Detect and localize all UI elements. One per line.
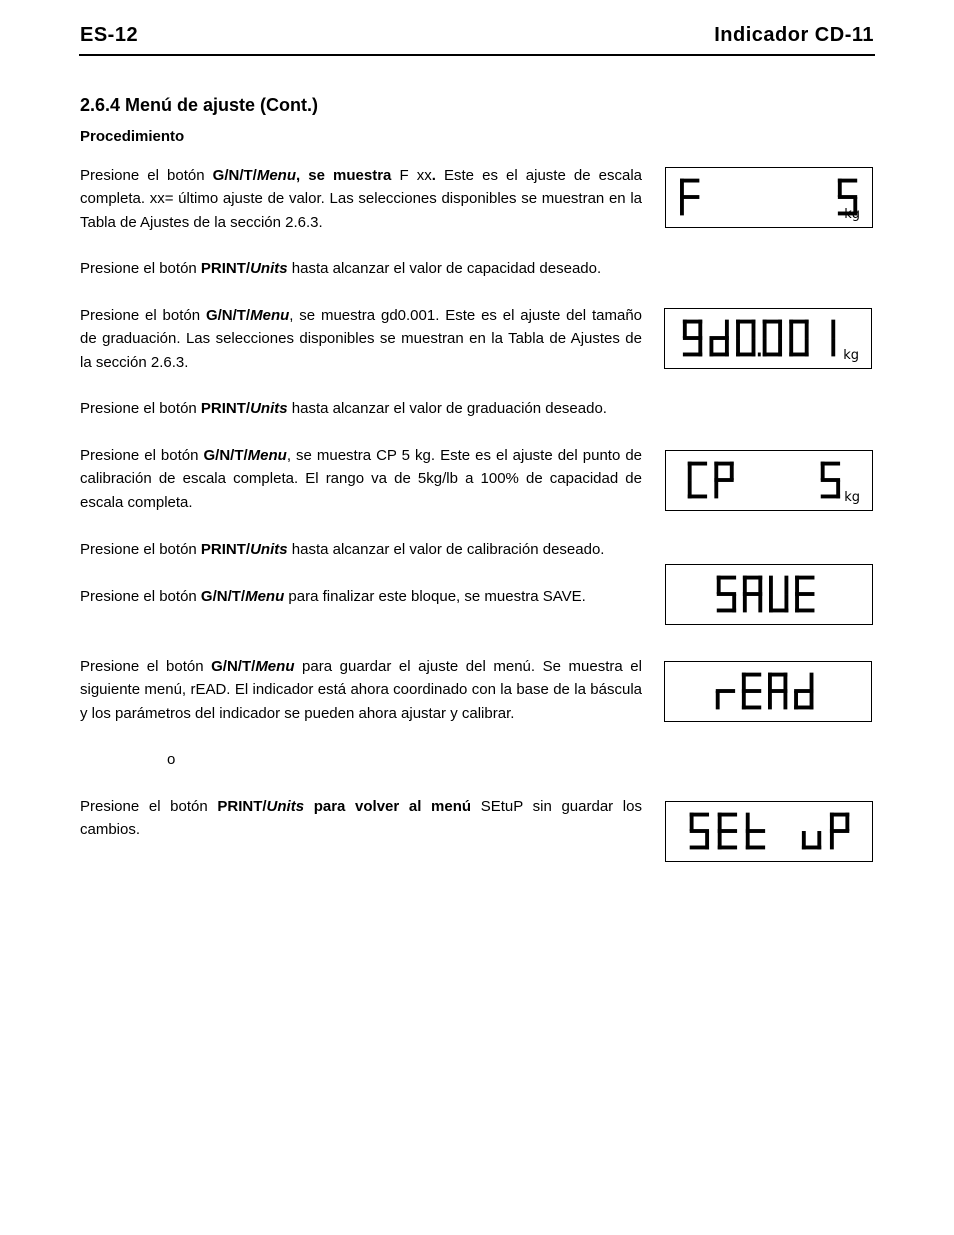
lcd-segment <box>714 462 718 480</box>
lcd-segment <box>758 594 762 612</box>
lcd-decimal-point <box>758 353 761 357</box>
lcd-segment <box>718 813 722 831</box>
lcd-segment <box>718 831 722 849</box>
lcd-segment <box>690 846 709 850</box>
lcd-segment <box>805 320 809 338</box>
lcd-segment <box>769 576 773 594</box>
lcd-segment <box>831 320 835 338</box>
lcd-segment <box>768 691 772 709</box>
lcd-display-graduation <box>664 308 872 369</box>
lcd-segments-setup <box>666 802 872 861</box>
lcd-segment <box>810 673 814 691</box>
lcd-segment <box>794 691 798 709</box>
lcd-segment <box>714 480 718 498</box>
lcd-segment <box>784 576 788 594</box>
lcd-segment <box>709 336 728 340</box>
lcd-segment <box>717 609 736 613</box>
lcd-segment <box>742 691 746 709</box>
lcd-segment <box>789 320 793 338</box>
header-rule <box>79 54 875 56</box>
lcd-segment <box>830 831 834 849</box>
lcd-segment <box>714 478 733 482</box>
lcd-segment <box>688 480 692 498</box>
lcd-segment <box>830 829 849 833</box>
lcd-segment <box>768 673 772 691</box>
section-title: 2.6.4 Menú de ajuste (Cont.) <box>80 95 319 115</box>
lcd-segment <box>716 689 735 693</box>
lcd-segment <box>746 829 765 833</box>
lcd-segment <box>743 592 762 596</box>
lcd-segment <box>716 691 720 709</box>
unit-label: kg <box>843 348 859 363</box>
or-text: o <box>167 751 176 768</box>
lcd-segment <box>789 338 793 356</box>
lcd-segment <box>742 689 761 693</box>
step-paragraph-4: Presione el botón PRINT/Units hasta alcanzar el valor de graduación deseado. <box>80 400 607 417</box>
lcd-segment <box>794 689 813 693</box>
lcd-segment <box>783 673 787 691</box>
lcd-segment <box>730 462 734 480</box>
lcd-display-setup <box>665 801 873 862</box>
lcd-segment <box>680 197 684 215</box>
lcd-segment <box>763 338 767 356</box>
lcd-segment <box>743 576 747 594</box>
lcd-segment <box>736 338 740 356</box>
lcd-segment <box>683 336 702 340</box>
unit-label: kg <box>844 490 860 505</box>
document-title: Indicador CD-11 <box>714 24 874 46</box>
lcd-segment <box>769 594 773 612</box>
lcd-segment <box>742 673 746 691</box>
subsection-title: Procedimiento <box>80 128 185 145</box>
lcd-segment <box>736 320 740 338</box>
lcd-segment <box>795 576 799 594</box>
lcd-segment <box>746 813 750 831</box>
lcd-segment <box>845 813 849 831</box>
lcd-segment <box>838 179 842 197</box>
lcd-segment <box>718 829 737 833</box>
lcd-segments-read <box>665 662 871 721</box>
lcd-segment <box>709 338 713 356</box>
unit-label: kg <box>844 207 860 222</box>
step-paragraph-7: Presione el botón G/N/T/Menu para finalizar este bloque, se muestra SAVE. <box>80 588 586 605</box>
lcd-segment <box>795 592 814 596</box>
step-paragraph-9: Presione el botón PRINT/Units para volver al menú SEtuP sin guardar los cambios. <box>80 798 642 839</box>
step-paragraph-5: Presione el botón G/N/T/Menu, se muestra CP 5 kg. Este es el ajuste del punto de calibración de escala completa. El rango va de 5kg/lb a 100% de capacidad de escala completa. <box>80 447 642 511</box>
step-paragraph-3: Presione el botón G/N/T/Menu, se muestra gd0.001. Este es el ajuste del tamaño de graduación. Las selecciones disponibles se muestran en la Tabla de Ajustes de la sección 2.6.3. <box>80 307 643 371</box>
lcd-segment <box>752 320 756 338</box>
lcd-segment <box>683 320 687 338</box>
lcd-segment <box>690 813 694 831</box>
lcd-segment <box>680 179 684 197</box>
lcd-segment <box>768 689 787 693</box>
step-paragraph-8: Presione el botón G/N/T/Menu para guardar el ajuste del menú. Se muestra el siguiente menú, rEAD. El indicador está ahora coordinado con la base de la báscula y los parámetros del indicador se pueden ahora ajustar y calibrar. <box>80 658 642 722</box>
lcd-display-calibration-point <box>665 450 873 511</box>
lcd-segment <box>758 576 762 594</box>
step-paragraph-6: Presione el botón PRINT/Units hasta alcanzar el valor de calibración deseado. <box>80 541 605 558</box>
lcd-segment <box>725 320 729 338</box>
lcd-display-full-scale <box>665 167 873 228</box>
lcd-segment <box>831 338 835 356</box>
lcd-segments-cp-5 <box>666 451 872 510</box>
lcd-segment <box>698 320 702 338</box>
lcd-segment <box>680 195 699 199</box>
lcd-segment <box>746 831 750 849</box>
lcd-segment <box>830 813 834 831</box>
lcd-segment <box>683 353 702 357</box>
page-number: ES-12 <box>80 24 139 46</box>
lcd-segment <box>802 831 806 849</box>
step-paragraph-1: Presione el botón G/N/T/Menu, se muestra F xx. Este es el ajuste de escala completa. xx= último ajuste de valor. Las selecciones disponibles se muestran en la Tabla de Ajustes de la sección 2.6.3. <box>80 167 643 231</box>
step-paragraph-2: Presione el botón PRINT/Units hasta alcanzar el valor de capacidad deseado. <box>80 260 602 277</box>
lcd-display-read <box>664 661 872 722</box>
lcd-segment <box>821 462 825 480</box>
lcd-segment <box>795 594 799 612</box>
lcd-segments-save <box>666 565 872 624</box>
lcd-segment <box>783 691 787 709</box>
lcd-segment <box>743 594 747 612</box>
lcd-segments-f-5 <box>666 168 872 227</box>
lcd-segment <box>821 495 840 499</box>
lcd-segment <box>717 576 721 594</box>
lcd-segment <box>778 320 782 338</box>
lcd-display-save <box>665 564 873 625</box>
lcd-segment <box>688 462 692 480</box>
lcd-segments-gd0001 <box>665 309 871 368</box>
lcd-segment <box>763 320 767 338</box>
